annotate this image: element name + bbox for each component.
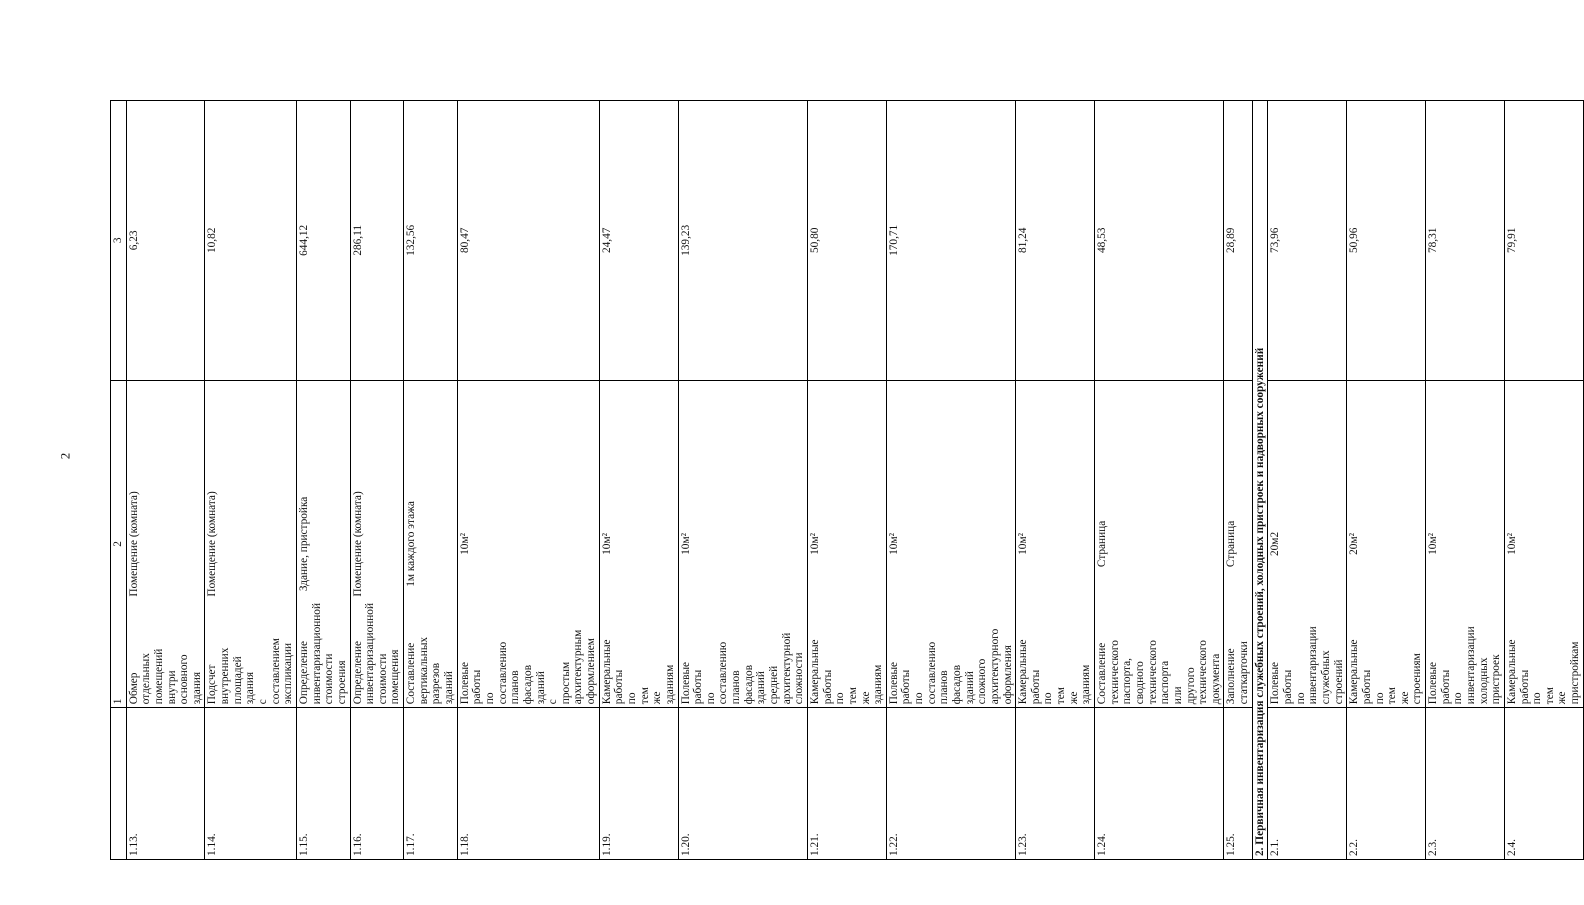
row-unit: 10м² [1426,380,1505,708]
table-row: 1.22. Полевые работы по составлению планов фасадов зданий сложного архитектурного оформления 10м² 170,71 [886,101,1015,860]
table-row: 1.13. Обмер отдельных помещений внутри основного здания Помещение (комната) 6,23 [126,101,205,860]
row-unit: Здание, пристройка [296,380,350,708]
row-number: 2.2. [1347,708,1426,860]
row-price: 644,12 [296,101,350,381]
row-price: 139,23 [678,101,807,381]
row-number: 1.21. [807,708,886,860]
table-row: 1.25. Заполнение статкарточки Страница 28,89 [1224,101,1252,860]
row-price: 73,96 [1268,101,1347,381]
table-row: 1.16. Определение инвентаризационной стоимости помещения Помещение (комната) 286,11 [350,101,404,860]
row-price: 24,47 [599,101,678,381]
row-number: 1.14. [205,708,296,860]
row-price: 79,91 [1504,101,1583,381]
row-number: 1.16. [350,708,404,860]
row-number: 1.19. [599,708,678,860]
page-number: 2 [57,452,73,460]
table-row: 1.19. Камеральные работы по тем же зданиям 10м² 24,47 [599,101,678,860]
row-unit: 10м² [886,380,1015,708]
row-number: 2.3. [1426,708,1505,860]
row-unit: 10м² [1016,380,1095,708]
row-price: 170,71 [886,101,1015,381]
table-row: 1.24. Составление технического паспорта, сводного технического паспорта или другого технического документа Страница 48,53 [1095,101,1224,860]
row-number: 1.25. [1224,708,1252,860]
section-row [1252,101,1268,860]
table-row: 2.1. Полевые работы по инвентаризации служебных строений 20м2 73,96 [1268,101,1347,860]
row-unit: Страница [1095,380,1224,708]
row-price: 28,89 [1224,101,1252,381]
row-unit: 10м² [457,380,599,708]
tariff-table-body [111,101,1584,860]
row-price: 286,11 [350,101,404,381]
row-number: 1.22. [886,708,1015,860]
row-unit: Помещение (комната) [126,380,205,708]
row-price: 50,80 [807,101,886,381]
row-unit: 10м² [678,380,807,708]
row-unit: 1м каждого этажа [404,380,458,708]
header-cell-2: 2 [111,380,127,708]
row-number: 1.17. [404,708,458,860]
table-row: 1.17. Составление вертикальных разрезов зданий 1м каждого этажа 132,56 [404,101,458,860]
section-heading: 2. Первичная инвентаризация служебных строений, холодных пристроек и надворных сооружений [1252,101,1268,860]
row-price: 132,56 [404,101,458,381]
table-row: 1.23. Камеральные работы по тем же зданиям 10м² 81,24 [1016,101,1095,860]
table-row: 2.2. Камеральные работы по тем же строениям 20м² 50,96 [1347,101,1426,860]
row-price: 6,23 [126,101,205,381]
row-unit: Помещение (комната) [205,380,296,708]
row-unit: Помещение (комната) [350,380,404,708]
header-row: 1 2 3 [111,101,127,860]
row-price: 10,82 [205,101,296,381]
tariff-table [110,100,1584,860]
row-number: 1.13. [126,708,205,860]
row-unit: 20м² [1347,380,1426,708]
table-row: 1.14. Подсчет внутренних площадей здания с составлением экспликации Помещение (комната) 10,82 [205,101,296,860]
row-number: 1.24. [1095,708,1224,860]
row-price: 80,47 [457,101,599,381]
table-row: 1.20. Полевые работы по составлению планов фасадов зданий средней архитектурной сложности 10м² 139,23 [678,101,807,860]
row-number: 1.23. [1016,708,1095,860]
header-cell-3: 3 [111,101,127,381]
row-price: 48,53 [1095,101,1224,381]
row-unit: 10м² [599,380,678,708]
row-unit: Страница [1224,380,1252,708]
header-cell-index [111,708,127,860]
row-number: 2.1. [1268,708,1347,860]
row-price: 50,96 [1347,101,1426,381]
row-number: 1.20. [678,708,807,860]
row-unit: 20м2 [1268,380,1347,708]
row-price: 78,31 [1426,101,1505,381]
row-number: 1.15. [296,708,350,860]
table-row: 1.18. Полевые работы по составлению планов фасадов зданий с простым архитектурным оформлением 10м² 80,47 [457,101,599,860]
row-unit: 10м² [1504,380,1583,708]
table-row: 2.3. Полевые работы по инвентаризации холодных пристроек 10м² 78,31 [1426,101,1505,860]
table-row: 2.4. Камеральные работы по тем же пристройкам 10м² 79,91 [1504,101,1583,860]
row-price: 81,24 [1016,101,1095,381]
row-unit: 10м² [807,380,886,708]
row-number: 1.18. [457,708,599,860]
rotated-table-container [110,100,1582,860]
table-row: 1.21. Камеральные работы по тем же зданиям 10м² 50,80 [807,101,886,860]
table-row: 1.15. Определение инвентаризационной стоимости строения Здание, пристройка 644,12 [296,101,350,860]
row-number: 2.4. [1504,708,1583,860]
